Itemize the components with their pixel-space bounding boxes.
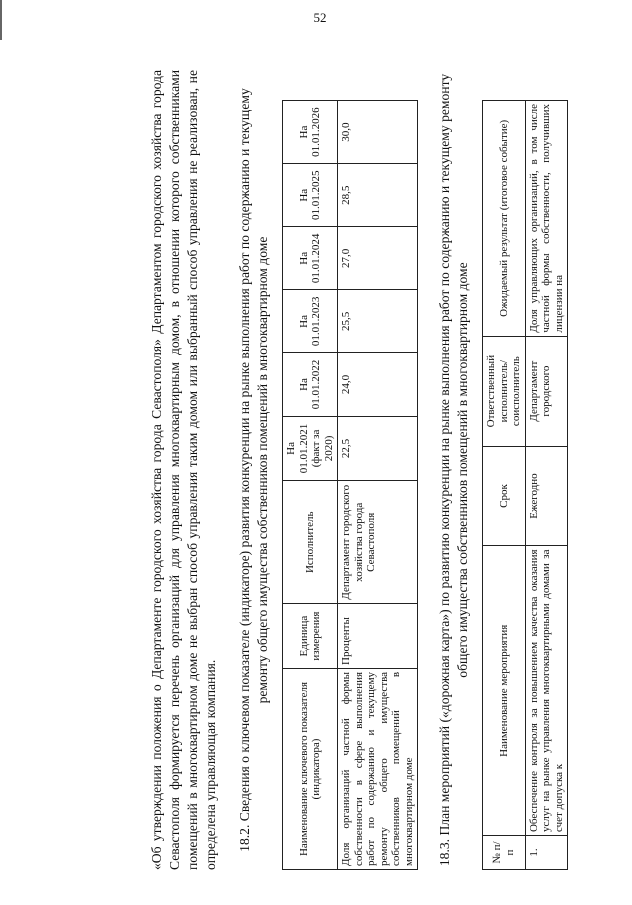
header-2024: На 01.01.2024 (283, 227, 338, 290)
row-num: 1. (525, 836, 568, 870)
row-result: Доля управляющих организаций, в том числе частной формы собственности, получивших лицензии на (525, 101, 568, 337)
header-2026: На 01.01.2026 (283, 101, 338, 164)
indicator-executor: Департамент городского хозяйства города Севастополя (338, 481, 418, 604)
header-executor: Исполнитель (283, 481, 338, 604)
indicator-name: Доля организаций частной формы собственности в сфере выполнения работ по содержанию и текущему ремонту общего имущества собственников помещений в многоквартирном доме (338, 668, 418, 869)
header-responsible: Ответственный исполнитель/ соисполнитель (483, 336, 526, 446)
header-2025: На 01.01.2025 (283, 164, 338, 227)
header-2021: На 01.01.2021 (факт за 2020) (283, 416, 338, 481)
table-row (525, 101, 568, 870)
row-measure: Обеспечение контроля за повышением качества оказания услуг на рынке управления многоквартирными домами за счет допуска к (525, 546, 568, 836)
header-indicator-name: Наименование ключевого показателя (индикатора) (283, 668, 338, 869)
value-2026: 30,0 (338, 101, 418, 164)
roadmap-table-header (483, 101, 526, 870)
value-2024: 27,0 (338, 227, 418, 290)
rotated-content-inner (148, 70, 620, 870)
value-2022: 24,0 (338, 353, 418, 416)
indicator-table-header (283, 101, 338, 870)
page-number: 52 (313, 10, 327, 25)
value-2025: 28,5 (338, 164, 418, 227)
header-unit: Единица измерения (283, 604, 338, 669)
row-responsible: Департамент городского (525, 336, 568, 446)
header-term: Срок (483, 446, 526, 546)
section-18-2-title: 18.2. Сведения о ключевом показателе (индикаторе) развития конкуренции на рынке выполнения работ по содержанию и текущему ремонту общего имущества собственников помещений в многоквартирном доме (237, 88, 270, 852)
intro-paragraph: «Об утверждении положения о Департаменте городского хозяйства города Севастополя» Департаментом городского хозяйства города Севастополя формируется перечень организаций для управления многоквартирным домом, в отношении которого собственниками помещений в многоквартирном доме не выбран способ управления таким домом или выбранный способ управления не реализован, не определена управляющая компания. (149, 70, 218, 870)
table-row (338, 101, 418, 870)
indicator-unit: Проценты (338, 604, 418, 669)
margin-mark (0, 0, 2, 40)
indicator-table (282, 100, 418, 870)
header-2022: На 01.01.2022 (283, 353, 338, 416)
header-measure: Наименование мероприятия (483, 546, 526, 836)
roadmap-table (482, 100, 568, 870)
section-18-3-title: 18.3. План мероприятий («дорожная карта») по развитию конкуренции на рынке выполнения работ по содержанию и текущему ремонту общего имущества собственников помещений в многоквартирном доме (437, 73, 470, 867)
value-2021: 22,5 (338, 416, 418, 481)
header-2023: На 01.01.2023 (283, 290, 338, 353)
rotated-content (148, 70, 620, 870)
header-result: Ожидаемый результат (итоговое событие) (483, 101, 526, 337)
row-term: Ежегодно (525, 446, 568, 546)
value-2023: 25,5 (338, 290, 418, 353)
header-num: № п/п (483, 836, 526, 870)
